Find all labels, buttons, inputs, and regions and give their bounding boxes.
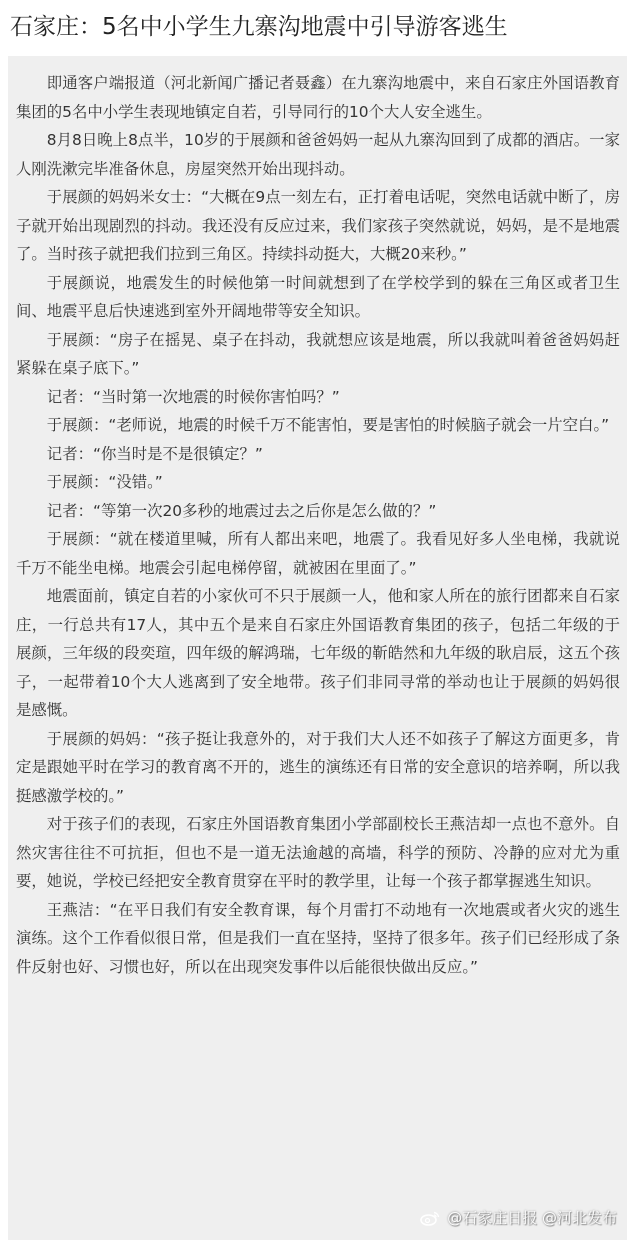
weibo-logo-icon <box>420 1210 440 1226</box>
watermark-text: @石家庄日报 @河北发布 <box>447 1209 617 1227</box>
article-paragraph: 于展颜的妈妈米女士：“大概在9点一刻左右，正打着电话呢，突然电话就中断了，房子就开始出现剧烈的抖动。我还没有反应过来，我们家孩子突然就说，妈妈，是不是地震了。当时孩子就把我们拉到三角区。持续抖动挺大，大概20来秒。” <box>16 188 620 263</box>
article-paragraph: 于展颜：“没错。” <box>46 473 163 491</box>
article-body <box>8 56 627 1240</box>
article-paragraph: 即通客户端报道（河北新闻广播记者聂鑫）在九寨沟地震中，来自石家庄外国语教育集团的5名中小学生表现地镇定自若，引导同行的10个大人安全逃生。 <box>16 74 620 121</box>
article-title: 石家庄：5名中小学生九寨沟地震中引导游客逃生 <box>10 14 508 40</box>
article-paragraph: 地震面前，镇定自若的小家伙可不只于展颜一人，他和家人所在的旅行团都来自石家庄，一行总共有17人，其中五个是来自石家庄外国语教育集团的孩子，包括二年级的于展颜，三年级的段奕瑄，四年级的解鸿瑞，七年级的靳皓然和九年级的耿启辰，这五个孩子，一起带着10个大人逃离到了安全地带。孩子们非同寻常的举动也让于展颜的妈妈很是感慨。 <box>16 587 620 719</box>
article-header <box>0 0 635 56</box>
article-paragraph: 于展颜的妈妈：“孩子挺让我意外的，对于我们大人还不如孩子了解这方面更多，肯定是跟她平时在学习的教育离不开的，逃生的演练还有日常的安全意识的培养啊，所以我挺感激学校的。” <box>16 729 620 805</box>
article-paragraph: 于展颜：“就在楼道里喊，所有人都出来吧，地震了。我看见好多人坐电梯，我就说千万不能坐电梯。地震会引起电梯停留，就被困在里面了。” <box>16 530 620 577</box>
article-paragraph: 王燕洁：“在平日我们有安全教育课，每个月雷打不动地有一次地震或者火灾的逃生演练。这个工作看似很日常，但是我们一直在坚持，坚持了很多年。孩子们已经形成了条件反射也好、习惯也好，所以在出现突发事件以后能很快做出反应。” <box>16 900 620 976</box>
article-paragraph: 记者：“等第一次20多秒的地震过去之后你是怎么做的？” <box>46 501 437 520</box>
article-paragraph: 记者：“当时第一次地震的时候你害怕吗？” <box>46 387 340 406</box>
article-paragraph: 于展颜说，地震发生的时候他第一时间就想到了在学校学到的躲在三角区或者卫生间、地震平息后快速逃到室外开阔地带等安全知识。 <box>16 273 620 320</box>
article-paragraph: 对于孩子们的表现，石家庄外国语教育集团小学部副校长王燕洁却一点也不意外。自然灾害往往不可抗拒，但也不是一道无法逾越的高墙，科学的预防、冷静的应对尤为重要，她说，学校已经把安全教育贯穿在平时的教学里，让每一个孩子都掌握逃生知识。 <box>16 815 620 890</box>
article-paragraph: 于展颜：“房子在摇晃、桌子在抖动，我就想应该是地震，所以我就叫着爸爸妈妈赶紧躲在桌子底下。” <box>16 330 620 377</box>
article-paragraph: 于展颜：“老师说，地震的时候千万不能害怕，要是害怕的时候脑子就会一片空白。” <box>46 416 610 434</box>
article-paragraph: 8月8日晚上8点半，10岁的于展颜和爸爸妈妈一起从九寨沟回到了成都的酒店。一家人刚洗漱完毕准备休息，房屋突然开始出现抖动。 <box>16 131 620 178</box>
weibo-watermark <box>420 1208 617 1228</box>
article-paragraph: 记者：“你当时是不是很镇定？” <box>46 444 263 463</box>
